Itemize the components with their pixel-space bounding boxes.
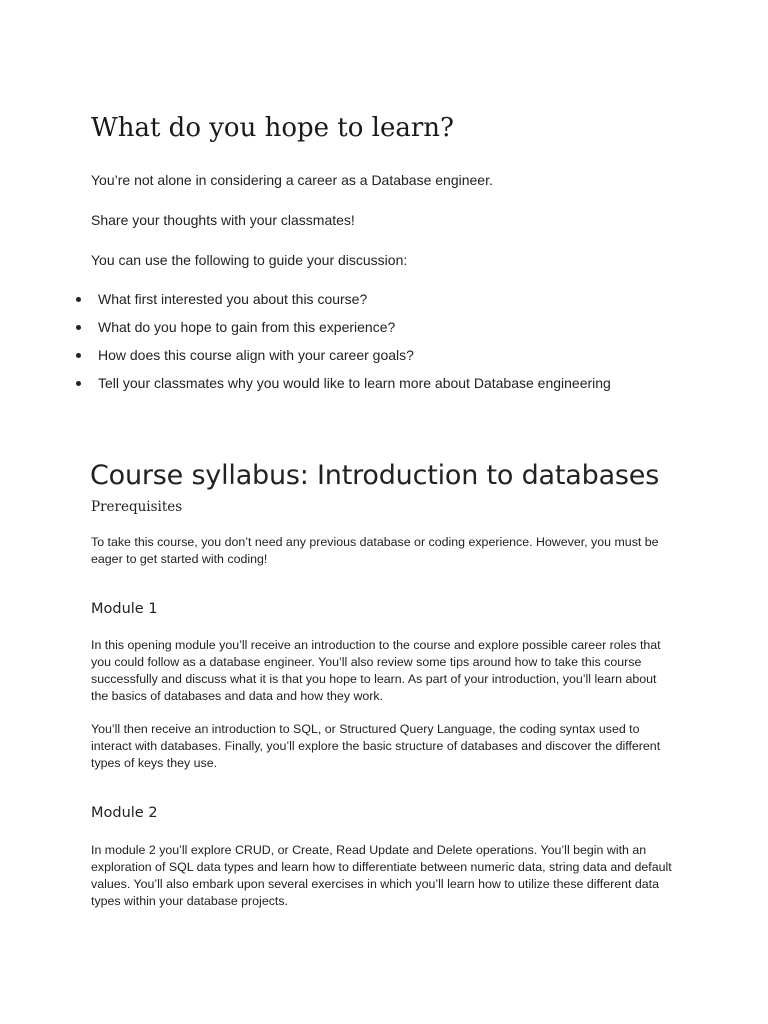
section-heading-hope-to-learn: What do you hope to learn? [91,113,454,143]
prerequisites-paragraph [91,534,691,568]
module-1-heading: Module 1 [91,601,158,617]
list-item-text: How does this course align with your career goals? [98,347,414,363]
paragraph-line: To take this course, you don’t need any previous database or coding experience. However, you must be [91,535,659,549]
prerequisites-heading: Prerequisites [91,499,183,515]
paragraph-line: types within your database projects. [91,894,288,908]
paragraph-line: interact with databases. Finally, you’ll explore the basic structure of databases and discover the different [91,739,661,753]
module-2-paragraph-1 [91,842,691,910]
paragraph-line: you could follow as a database engineer. You’ll also review some tips around how to take this course [91,655,642,669]
share-text: Share your thoughts with your classmates! [91,212,355,228]
bullet-icon [76,381,81,386]
intro-text: You’re not alone in considering a career as a Database engineer. [91,172,493,188]
paragraph-line: You’ll then receive an introduction to SQL, or Structured Query Language, the coding syntax used to [91,722,640,736]
paragraph-line: exploration of SQL data types and learn how to differentiate between numeric data, string data and default [91,860,672,874]
paragraph-line: successfully and discuss what it is that you hope to learn. As part of your introduction, you’ll learn about [91,672,657,686]
course-syllabus-heading: Course syllabus: Introduction to databases [90,460,660,491]
bullet-icon [76,353,81,358]
module-2-heading: Module 2 [91,805,158,821]
bullet-icon [76,297,81,302]
paragraph-line: In this opening module you’ll receive an introduction to the course and explore possible career roles that [91,638,661,652]
paragraph-line: In module 2 you’ll explore CRUD, or Create, Read Update and Delete operations. You’ll begin with an [91,843,647,857]
module-1-paragraph-1 [91,637,691,705]
list-item-text: What first interested you about this course? [98,291,368,307]
paragraph-line: the basics of databases and data and how they work. [91,689,384,703]
paragraph-line: eager to get started with coding! [91,552,268,566]
list-item-text: What do you hope to gain from this experience? [98,319,396,335]
guide-text: You can use the following to guide your discussion: [91,252,408,268]
paragraph-line: values. You’ll also embark upon several exercises in which you’ll learn how to utilize these different data [91,877,659,891]
list-item-text: Tell your classmates why you would like to learn more about Database engineering [98,375,611,391]
paragraph-line: types of keys they use. [91,756,218,770]
module-1-paragraph-2 [91,721,691,772]
bullet-icon [76,325,81,330]
